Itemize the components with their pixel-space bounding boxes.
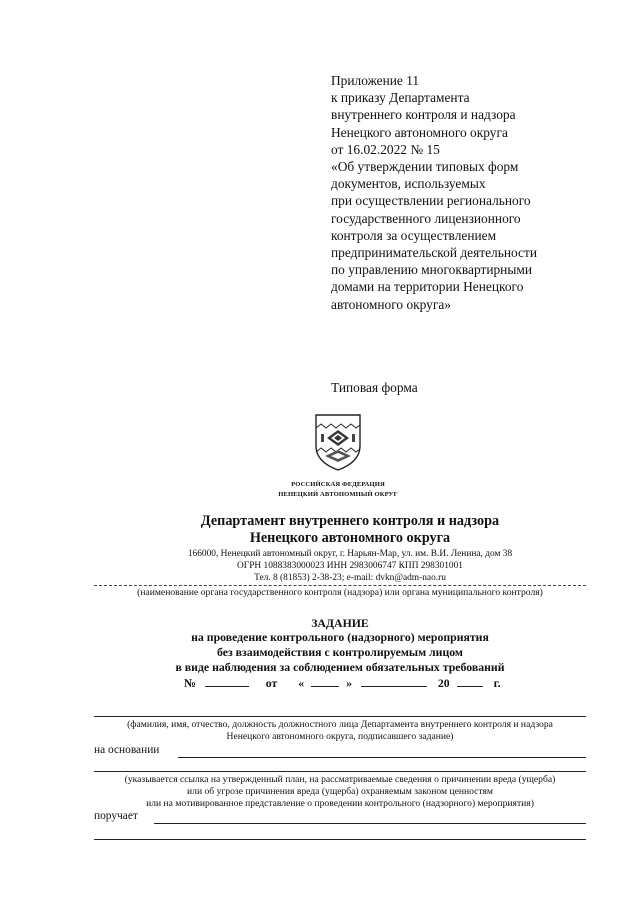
department-name-line2: Ненецкого автономного округа [249, 530, 451, 546]
appendix-line: по управлению многоквартирными [331, 262, 532, 278]
day-field[interactable] [311, 676, 339, 687]
appendix-line: домами на территории Ненецкого [331, 279, 524, 295]
assign-field-line2[interactable] [94, 839, 586, 840]
year-suffix: г. [493, 676, 501, 690]
appendix-line: документов, используемых [331, 176, 486, 192]
appendix-block [331, 72, 591, 313]
region-name: НЕНЕЦКИЙ АВТОНОМНЫЙ ОКРУГ [278, 491, 398, 498]
appendix-line: Приложение 11 [331, 73, 420, 88]
department-address: 166000, Ненецкий автономный округ, г. Нарьян-Мар, ул. им. В.И. Ленина, дом 38 [187, 549, 513, 559]
quote-open: « [298, 676, 305, 690]
year-prefix: 20 [437, 676, 450, 690]
basis-field-line2[interactable] [94, 771, 586, 772]
task-subtitle-line3: в виде наблюдения за соблюдением обязательных требований [175, 660, 505, 674]
official-name-line[interactable] [94, 716, 586, 717]
year-field[interactable] [457, 676, 483, 687]
task-subtitle-line1: на проведение контрольного (надзорного) мероприятия [191, 630, 489, 644]
appendix-line: при осуществлении регионального [331, 193, 531, 209]
task-subtitle-line2: без взаимодействия с контролируемым лицом [217, 645, 463, 659]
basis-label: на основании [94, 744, 160, 756]
number-label: № [184, 676, 196, 690]
task-title: ЗАДАНИЕ [311, 616, 369, 630]
appendix-line: государственного лицензионного [331, 210, 521, 226]
official-caption-line1: (фамилия, имя, отчество, должность должностного лица Департамента внутреннего контроля и надзора [127, 719, 553, 730]
header-divider [94, 585, 586, 586]
date-from-label: от [265, 676, 278, 690]
appendix-line: от 16.02.2022 № 15 [331, 141, 440, 157]
department-ids: ОГРН 1088383000023 ИНН 2983006747 КПП 298301001 [237, 561, 463, 571]
number-field[interactable] [205, 676, 249, 687]
appendix-line: к приказу Департамента [331, 90, 470, 106]
appendix-line: предпринимательской деятельности [331, 245, 537, 261]
org-caption: (наименование органа государственного контроля (надзора) или органа муниципального контроля) [137, 587, 543, 598]
country-name: РОССИЙСКАЯ ФЕДЕРАЦИЯ [291, 481, 385, 488]
quote-close: » [346, 676, 352, 690]
assign-field[interactable] [154, 823, 586, 824]
basis-caption-line2: или об угрозе причинения вреда (ущерба) охраняемым законом ценностям [187, 786, 493, 797]
department-name-line1: Департамент внутреннего контроля и надзора [200, 513, 500, 529]
appendix-line: «Об утверждении типовых форм [331, 159, 519, 175]
appendix-line: внутреннего контроля и надзора [331, 107, 516, 123]
coat-of-arms-icon [313, 412, 363, 472]
month-field[interactable] [361, 676, 427, 687]
appendix-line: контроля за осуществлением [331, 227, 497, 243]
department-contacts: Тел. 8 (81853) 2-38-23; e-mail: dvkn@adm-nao.ru [254, 573, 446, 583]
task-number-date-row [184, 676, 501, 691]
basis-caption-line1: (указывается ссылка на утвержденный план, на рассматриваемые сведения о причинении вреда (ущерба) [124, 774, 556, 785]
basis-caption-line3: или на мотивированное представление о проведении контрольного (надзорного) мероприятия) [146, 798, 534, 809]
form-type-label: Типовая форма [331, 380, 418, 395]
appendix-line: автономного округа» [331, 296, 451, 312]
assign-label: поручает [94, 810, 138, 822]
appendix-line: Ненецкого автономного округа [331, 124, 508, 140]
official-caption-line2: Ненецкого автономного округа, подписавшего задание) [226, 731, 454, 742]
basis-field[interactable] [178, 757, 586, 758]
